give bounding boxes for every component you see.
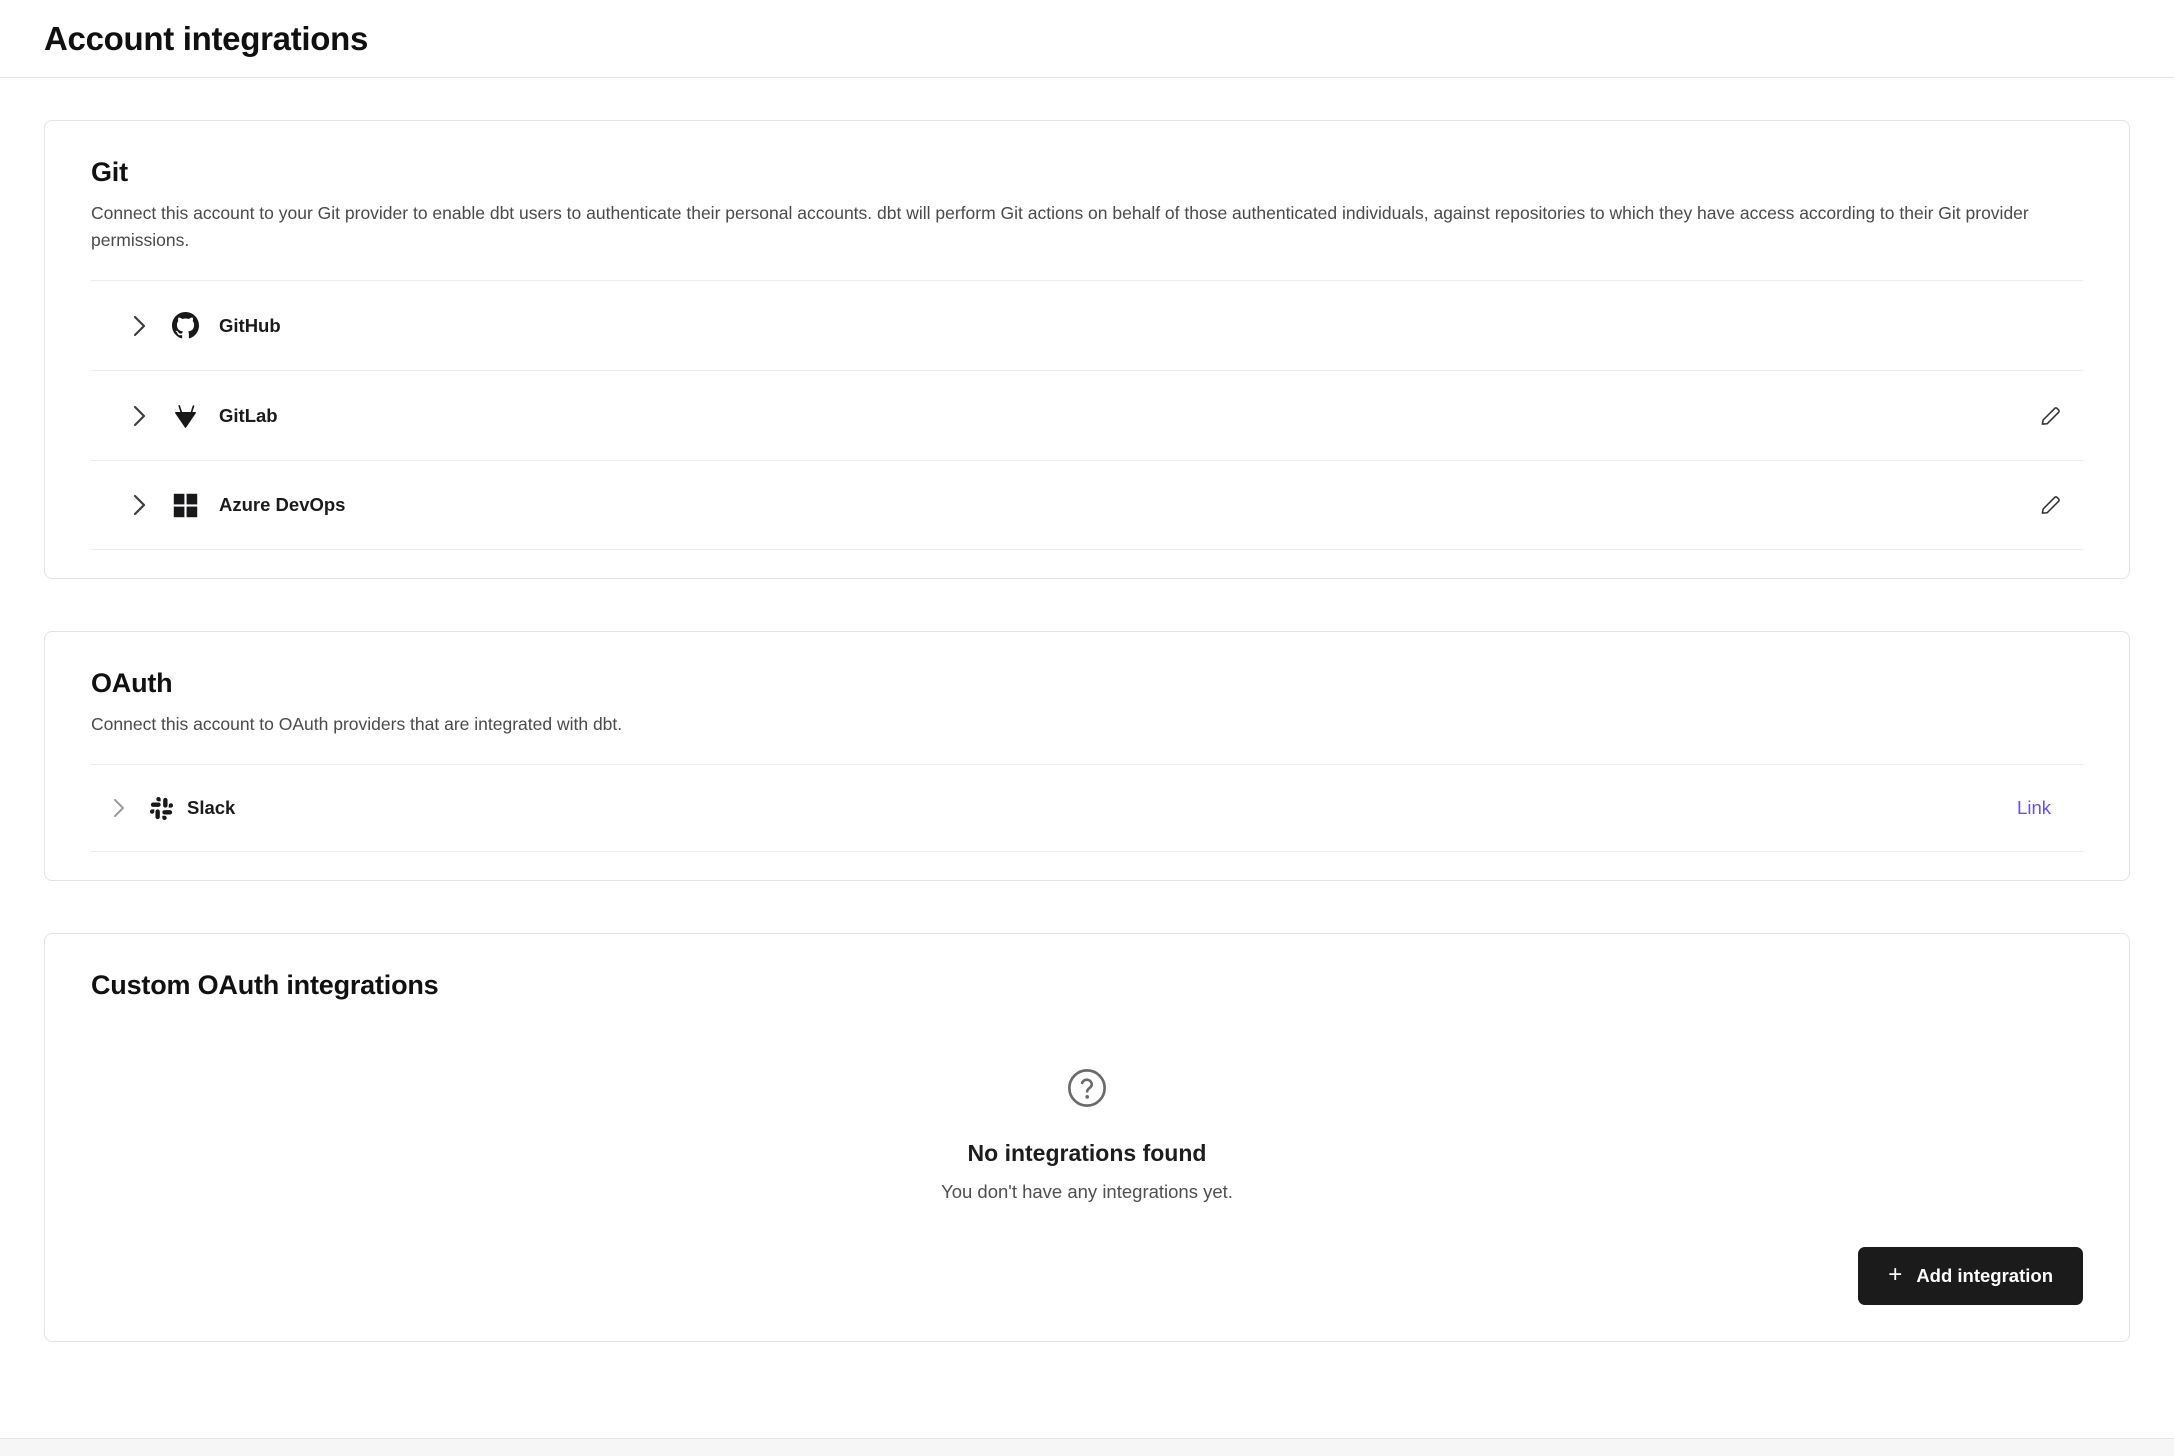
oauth-integrations-card bbox=[44, 631, 2130, 881]
git-provider-label: GitHub bbox=[219, 314, 281, 336]
add-integration-button[interactable] bbox=[1858, 1247, 2083, 1305]
page-header bbox=[0, 0, 2174, 78]
oauth-section-title: OAuth bbox=[91, 668, 173, 699]
chevron-right-icon[interactable] bbox=[133, 315, 163, 337]
github-icon bbox=[163, 312, 207, 339]
gitlab-icon bbox=[163, 402, 207, 429]
oauth-section-description: Connect this account to OAuth providers that are integrated with dbt. bbox=[91, 714, 623, 735]
chevron-right-icon[interactable] bbox=[133, 494, 163, 516]
chevron-right-icon[interactable] bbox=[133, 405, 163, 427]
edit-icon[interactable] bbox=[2029, 403, 2073, 429]
slack-link-button[interactable]: Link bbox=[2017, 797, 2051, 819]
empty-state bbox=[91, 1013, 2083, 1213]
plus-icon: + bbox=[1888, 1261, 1903, 1289]
custom-oauth-section-title: Custom OAuth integrations bbox=[91, 970, 439, 1001]
oauth-provider-list bbox=[91, 764, 2083, 852]
git-integrations-card bbox=[44, 120, 2130, 579]
custom-oauth-integrations-card bbox=[44, 933, 2130, 1342]
chevron-right-icon[interactable] bbox=[113, 798, 143, 818]
git-provider-row-azure-devops[interactable] bbox=[91, 460, 2083, 550]
custom-oauth-footer bbox=[91, 1213, 2083, 1313]
git-provider-row-gitlab[interactable] bbox=[91, 370, 2083, 460]
git-provider-label: GitLab bbox=[219, 404, 278, 426]
azure-devops-icon bbox=[163, 493, 207, 518]
oauth-provider-label: Slack bbox=[187, 797, 236, 819]
oauth-provider-row-slack[interactable] bbox=[91, 764, 2083, 852]
edit-icon[interactable] bbox=[2029, 492, 2073, 518]
question-circle-icon bbox=[1064, 1065, 1110, 1116]
empty-state-subtitle: You don't have any integrations yet. bbox=[941, 1181, 1233, 1203]
git-provider-label: Azure DevOps bbox=[219, 494, 346, 516]
git-section-description: Connect this account to your Git provider to enable dbt users to authenticate their personal accounts. dbt will perform Git actions on behalf of those authenticated individuals, against repositories to which they have access according to their Git provider permissions. bbox=[91, 203, 2029, 251]
git-section-title: Git bbox=[91, 157, 128, 187]
add-integration-button-label: Add integration bbox=[1916, 1265, 2053, 1287]
git-provider-list bbox=[91, 280, 2083, 550]
slack-icon bbox=[143, 796, 179, 821]
empty-state-title: No integrations found bbox=[967, 1140, 1207, 1167]
page-title: Account integrations bbox=[44, 19, 369, 57]
bottom-strip bbox=[0, 1438, 2174, 1456]
git-provider-row-github[interactable] bbox=[91, 280, 2083, 370]
main-content bbox=[0, 78, 2174, 1342]
